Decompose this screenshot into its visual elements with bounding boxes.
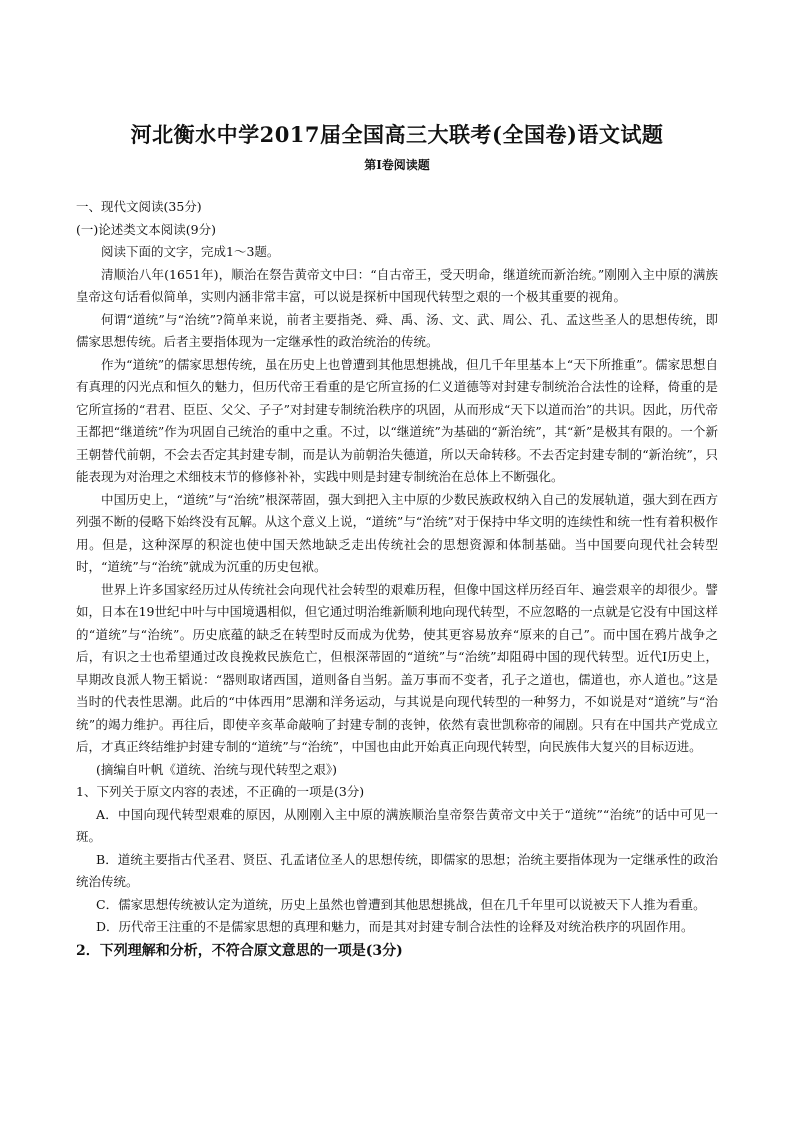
question-2-stem: 2．下列理解和分析，不符合原文意思的一项是(3分) — [76, 942, 403, 959]
section-heading: 一、现代文阅读(35分) — [76, 199, 202, 214]
passage-paragraph-2: 何谓“道统”与“治统”?简单来说，前者主要指尧、舜、禹、汤、文、武、周公、孔、孟这些圣人的思想传统，即儒家思想传统。后者主要指体现为一定继承性的政治统治的传统。 — [76, 311, 718, 349]
reading-instruction: 阅读下面的文字，完成1～3题。 — [101, 244, 280, 259]
section-subheading: (一)论述类文本阅读(9分) — [76, 221, 216, 237]
passage-paragraph-4: 中国历史上，“道统”与“治统”根深蒂固，强大到把入主中原的少数民族政权纳入自己的发展轨道，强大到在西方列强不断的侵略下始终没有瓦解。从这个意义上说，“道统”与“治统”对于保持中华文明的连续性和统一性有着积极作用。但是，这种深厚的积淀也使中国天然地缺乏走出传统社会的思想资源和体制基础。当中国要向现代社会转型时，“道统”与“治统”就成为沉重的历史包袱。 — [76, 491, 718, 574]
passage-paragraph-3: 作为“道统”的儒家思想传统，虽在历史上也曾遭到其他思想挑战，但几千年里基本上“天下所推重”。儒家思想自有真理的闪光点和恒久的魅力，但历代帝王看重的是它所宣扬的仁义道德等对封建专制统治合法性的诠释，倚重的是它所宣扬的“君君、臣臣、父父、子子”对封建专制统治秩序的巩固，从而形成“天下以道而治”的共识。因此，历代帝王都把“继道统”作为巩固自己统治的重中之重。不过，以“继道统”为基础的“新治统”，其“新”是极其有限的。一个新王朝替代前朝，不会去否定其封建专制，而是认为前朝治失德道，所以天命转移。不去否定封建专制的“新治统”，只能表现为对治理之术细枝末节的修修补补，实践中则是封建专制统治在总体上不断强化。 — [76, 356, 718, 484]
passage-paragraph-1: 清顺治八年(1651年)，顺治在祭告黄帝文中曰：“自古帝王，受天明命，继道统而新治统。”刚刚入主中原的满族皇帝这句话看似简单，实则内涵非常丰富，可以说是探析中国现代转型之艰的一个极其重要的视角。 — [76, 266, 718, 304]
passage-paragraph-5: 世界上许多国家经历过从传统社会向现代社会转型的艰难历程，但像中国这样历经百年、遍尝艰辛的却很少。譬如，日本在19世纪中叶与中国境遇相似，但它通过明治维新顺利地向现代转型，不应忽略的一点就是它没有中国这样的“道统”与“治统”。历史底蕴的缺乏在转型时反而成为优势，使其更容易放弃“原来的自己”。而中国在鸦片战争之后，有识之士也希望通过改良挽救民族危亡，但根深蒂固的“道统”与“治统”却阻碍中国的现代转型。近代Ⅰ历史上，早期改良派人物王韬说：“器则取诸西国，道则备自当躬。盖万事而不变者，孔子之道也，儒道也，亦人道也。”这是当时的代表性思潮。此后的“中体西用”思潮和洋务运动，与其说是向现代转型的一种努力，不如说是对“道统”与“治统”的竭力维护。再往后，即使辛亥革命敲响了封建专制的丧钟，依然有袁世凯称帝的闹剧。只有在中国共产党成立后，才真正终结维护封建专制的“道统”与“治统”，中国也由此开始真正向现代转型，向民族伟大复兴的目标迈进。 — [76, 581, 718, 754]
exam-title: 河北衡水中学2017届全国高三大联考(全国卷)语文试题 — [130, 122, 664, 147]
passage-source: (摘编自叶帆《道统、治统与现代转型之艰》) — [96, 761, 338, 777]
question-1-stem: 1、下列关于原文内容的表述，不正确的一项是(3分) — [76, 784, 365, 799]
question-1-option-c: C．儒家思想传统被认定为道统，历史上虽然也曾遭到其他思想挑战，但在几千年里可以说被天下人推为看重。 — [96, 896, 706, 912]
question-1-option-b: B．道统主要指古代圣君、贤臣、孔孟诸位圣人的思想传统，即儒家的思想；治统主要指体现为一定继承性的政治统治传统。 — [76, 851, 718, 889]
exam-subtitle: 第Ⅰ卷阅读题 — [364, 158, 430, 172]
question-1-option-d: D．历代帝王注重的不是儒家思想的真理和魅力，而是其对封建专制合法性的诠释及对统治秩序的巩固作用。 — [96, 919, 694, 934]
question-1-option-a: A．中国向现代转型艰难的原因，从刚刚入主中原的满族顺治皇帝祭告黄帝文中关于“道统”“治统”的话中可见一斑。 — [76, 806, 718, 844]
